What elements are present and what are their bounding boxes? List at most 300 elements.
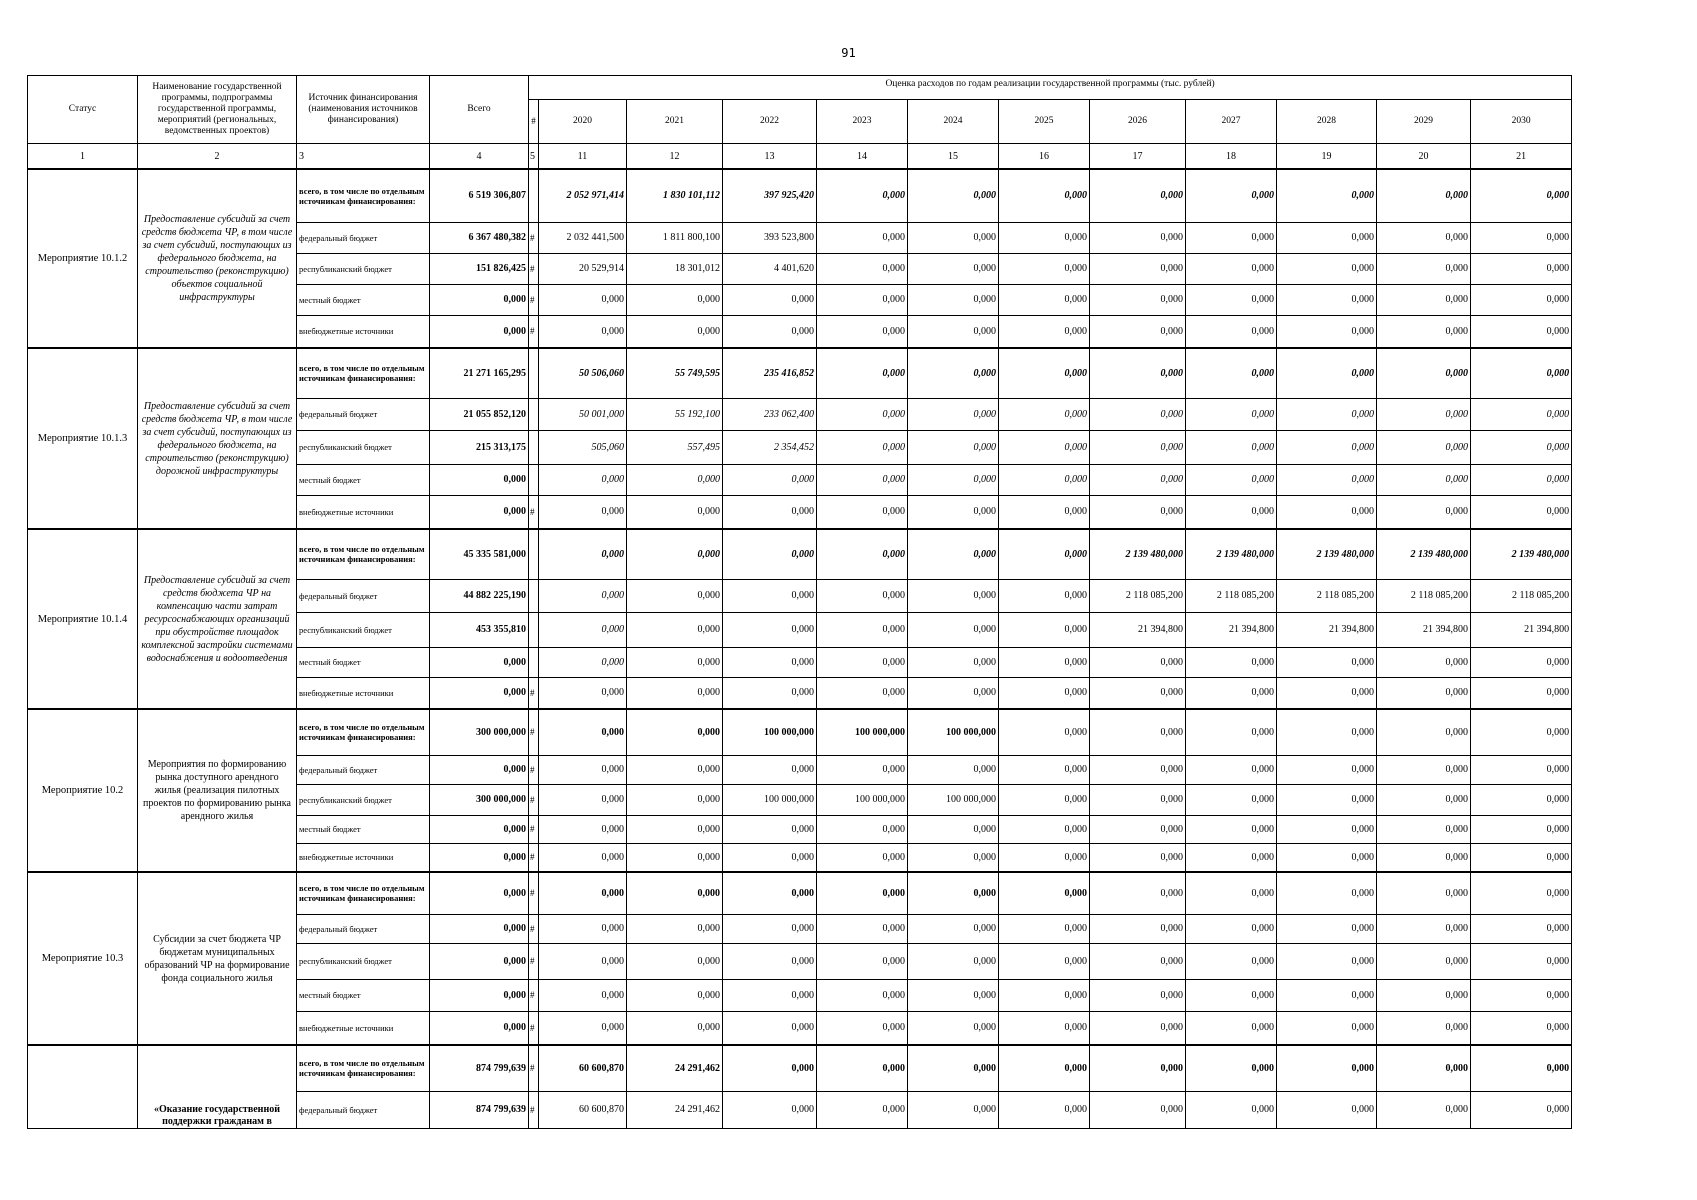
year-value: 0,000 <box>539 755 627 784</box>
year-value: 0,000 <box>1090 943 1186 979</box>
year-value: 0,000 <box>1471 222 1572 253</box>
year-value: 0,000 <box>1471 430 1572 464</box>
year-value: 0,000 <box>539 495 627 529</box>
hash-marker: # <box>529 872 539 914</box>
year-value: 0,000 <box>1277 1091 1377 1128</box>
year-value: 0,000 <box>539 843 627 872</box>
year-value: 100 000,000 <box>908 784 999 815</box>
column-number: 20 <box>1377 144 1471 170</box>
year-value: 2 118 085,200 <box>1090 579 1186 612</box>
column-number: 3 <box>297 144 430 170</box>
year-value: 0,000 <box>908 1011 999 1045</box>
year-value: 0,000 <box>999 348 1090 398</box>
year-value: 0,000 <box>908 398 999 430</box>
total-value: 21 055 852,120 <box>430 398 529 430</box>
source-label: федеральный бюджет <box>297 914 430 943</box>
year-value: 0,000 <box>1277 914 1377 943</box>
year-value: 24 291,462 <box>627 1091 723 1128</box>
year-value: 0,000 <box>1377 815 1471 843</box>
column-number: 18 <box>1186 144 1277 170</box>
year-value: 0,000 <box>539 709 627 755</box>
year-value: 0,000 <box>1186 169 1277 222</box>
year-value: 0,000 <box>1471 1091 1572 1128</box>
total-value: 300 000,000 <box>430 784 529 815</box>
year-value: 0,000 <box>627 612 723 647</box>
year-value: 0,000 <box>1090 1091 1186 1128</box>
header-year: 2029 <box>1377 100 1471 144</box>
year-value: 0,000 <box>908 284 999 315</box>
year-value: 0,000 <box>627 784 723 815</box>
hash-marker: # <box>529 784 539 815</box>
year-value: 0,000 <box>999 784 1090 815</box>
year-value: 393 523,800 <box>723 222 817 253</box>
year-value: 0,000 <box>999 755 1090 784</box>
year-value: 0,000 <box>999 464 1090 495</box>
year-value: 0,000 <box>627 315 723 348</box>
year-value: 0,000 <box>1471 169 1572 222</box>
year-value: 0,000 <box>1471 784 1572 815</box>
table-body <box>28 169 1572 1128</box>
year-value: 0,000 <box>999 914 1090 943</box>
total-value: 0,000 <box>430 315 529 348</box>
source-label: федеральный бюджет <box>297 222 430 253</box>
year-value: 0,000 <box>1090 677 1186 709</box>
year-value: 55 749,595 <box>627 348 723 398</box>
measure-name-cell: «Оказание государственной поддержки гражданам в <box>138 1045 297 1128</box>
year-value: 0,000 <box>908 677 999 709</box>
page-number: 91 <box>841 46 856 60</box>
year-value: 0,000 <box>1377 284 1471 315</box>
year-value: 0,000 <box>999 222 1090 253</box>
header-year: 2021 <box>627 100 723 144</box>
year-value: 0,000 <box>908 872 999 914</box>
year-value: 0,000 <box>723 464 817 495</box>
year-value: 0,000 <box>908 222 999 253</box>
year-value: 0,000 <box>999 1011 1090 1045</box>
source-label: внебюджетные источники <box>297 677 430 709</box>
year-value: 0,000 <box>723 315 817 348</box>
year-value: 0,000 <box>999 677 1090 709</box>
column-number: 14 <box>817 144 908 170</box>
year-value: 0,000 <box>1277 1011 1377 1045</box>
year-value: 0,000 <box>999 169 1090 222</box>
year-value: 0,000 <box>1090 815 1186 843</box>
column-number: 11 <box>539 144 627 170</box>
year-value: 21 394,800 <box>1377 612 1471 647</box>
source-label: внебюджетные источники <box>297 1011 430 1045</box>
hash-marker: # <box>529 495 539 529</box>
year-value: 0,000 <box>908 495 999 529</box>
hash-marker <box>529 612 539 647</box>
year-value: 0,000 <box>817 872 908 914</box>
header-year: 2025 <box>999 100 1090 144</box>
hash-marker <box>529 647 539 677</box>
year-value: 0,000 <box>1277 979 1377 1011</box>
column-number: 13 <box>723 144 817 170</box>
hash-marker: # <box>529 284 539 315</box>
total-value: 45 335 581,000 <box>430 529 529 579</box>
year-value: 0,000 <box>817 579 908 612</box>
header-year: 2028 <box>1277 100 1377 144</box>
year-value: 0,000 <box>1186 222 1277 253</box>
year-value: 0,000 <box>627 843 723 872</box>
year-value: 21 394,800 <box>1471 612 1572 647</box>
year-value: 0,000 <box>999 579 1090 612</box>
year-value: 0,000 <box>908 579 999 612</box>
year-value: 0,000 <box>539 815 627 843</box>
year-value: 0,000 <box>1186 943 1277 979</box>
year-value: 0,000 <box>723 943 817 979</box>
year-value: 0,000 <box>908 647 999 677</box>
year-value: 0,000 <box>1090 430 1186 464</box>
year-value: 0,000 <box>539 1011 627 1045</box>
year-value: 0,000 <box>723 1091 817 1128</box>
header-year: 2027 <box>1186 100 1277 144</box>
year-value: 0,000 <box>1377 348 1471 398</box>
source-total-label: всего, в том числе по отдельным источникам финансирования: <box>297 529 430 579</box>
year-value: 0,000 <box>999 843 1090 872</box>
year-value: 0,000 <box>1090 348 1186 398</box>
year-value: 20 529,914 <box>539 253 627 284</box>
year-value: 0,000 <box>1090 464 1186 495</box>
year-value: 0,000 <box>723 612 817 647</box>
source-total-label: всего, в том числе по отдельным источникам финансирования: <box>297 1045 430 1091</box>
year-value: 0,000 <box>539 647 627 677</box>
year-value: 0,000 <box>1277 495 1377 529</box>
year-value: 0,000 <box>999 815 1090 843</box>
hash-marker <box>529 579 539 612</box>
year-value: 2 118 085,200 <box>1377 579 1471 612</box>
year-value: 0,000 <box>999 943 1090 979</box>
total-value: 0,000 <box>430 943 529 979</box>
year-value: 0,000 <box>1186 677 1277 709</box>
year-value: 1 811 800,100 <box>627 222 723 253</box>
source-label: республиканский бюджет <box>297 943 430 979</box>
year-value: 21 394,800 <box>1090 612 1186 647</box>
year-value: 0,000 <box>817 1091 908 1128</box>
source-label: местный бюджет <box>297 979 430 1011</box>
year-value: 0,000 <box>627 979 723 1011</box>
year-value: 0,000 <box>817 647 908 677</box>
hash-marker: # <box>529 315 539 348</box>
year-value: 0,000 <box>723 529 817 579</box>
year-value: 100 000,000 <box>723 784 817 815</box>
hash-marker: # <box>529 914 539 943</box>
year-value: 0,000 <box>1186 495 1277 529</box>
year-value: 0,000 <box>908 943 999 979</box>
year-value: 557,495 <box>627 430 723 464</box>
year-value: 0,000 <box>817 914 908 943</box>
source-label: республиканский бюджет <box>297 430 430 464</box>
year-value: 0,000 <box>1090 398 1186 430</box>
year-value: 100 000,000 <box>908 709 999 755</box>
year-value: 0,000 <box>1277 843 1377 872</box>
measure-name-cell: Предоставление субсидий за счет средств бюджета ЧР, в том числе за счет субсидий, поступающих из федерального бюджета, на строительство (реконструкцию) объектов социальной инфраструктуры <box>138 169 297 348</box>
column-number: 1 <box>28 144 138 170</box>
header-hash: # <box>529 100 539 144</box>
year-value: 0,000 <box>539 612 627 647</box>
year-value: 0,000 <box>723 914 817 943</box>
year-value: 0,000 <box>1377 872 1471 914</box>
year-value: 0,000 <box>1277 1045 1377 1091</box>
year-value: 0,000 <box>999 709 1090 755</box>
year-value: 0,000 <box>908 1091 999 1128</box>
year-value: 0,000 <box>817 979 908 1011</box>
year-value: 0,000 <box>908 815 999 843</box>
column-number-row <box>28 144 1572 170</box>
year-value: 0,000 <box>1277 398 1377 430</box>
status-cell: Мероприятие 10.1.2 <box>28 169 138 348</box>
year-value: 0,000 <box>1090 169 1186 222</box>
year-value: 0,000 <box>817 398 908 430</box>
budget-table <box>27 75 1572 1129</box>
year-value: 0,000 <box>908 612 999 647</box>
year-value: 0,000 <box>817 495 908 529</box>
year-value: 0,000 <box>627 943 723 979</box>
year-value: 0,000 <box>1186 755 1277 784</box>
total-value: 6 367 480,382 <box>430 222 529 253</box>
year-value: 0,000 <box>723 284 817 315</box>
header-year: 2022 <box>723 100 817 144</box>
year-value: 0,000 <box>1090 284 1186 315</box>
total-value: 874 799,639 <box>430 1091 529 1128</box>
year-value: 0,000 <box>1277 169 1377 222</box>
year-value: 0,000 <box>1186 430 1277 464</box>
year-value: 0,000 <box>817 755 908 784</box>
year-value: 0,000 <box>817 169 908 222</box>
year-value: 0,000 <box>1090 1011 1186 1045</box>
source-label: федеральный бюджет <box>297 755 430 784</box>
measure-name-cell: Предоставление субсидий за счет средств бюджета ЧР, в том числе за счет субсидий, поступающих из федерального бюджета, на строительство (реконструкцию) дорожной инфраструктуры <box>138 348 297 529</box>
hash-marker: # <box>529 755 539 784</box>
year-value: 0,000 <box>627 872 723 914</box>
source-label: местный бюджет <box>297 284 430 315</box>
year-value: 0,000 <box>1377 647 1471 677</box>
table-row-group-start <box>28 872 1572 914</box>
total-value: 453 355,810 <box>430 612 529 647</box>
year-value: 0,000 <box>1377 1045 1471 1091</box>
year-value: 505,060 <box>539 430 627 464</box>
year-value: 100 000,000 <box>817 709 908 755</box>
year-value: 0,000 <box>1471 348 1572 398</box>
year-value: 0,000 <box>1377 943 1471 979</box>
source-label: внебюджетные источники <box>297 495 430 529</box>
source-label: внебюджетные источники <box>297 315 430 348</box>
year-value: 2 032 441,500 <box>539 222 627 253</box>
year-value: 0,000 <box>539 579 627 612</box>
year-value: 0,000 <box>1377 709 1471 755</box>
header-year: 2030 <box>1471 100 1572 144</box>
year-value: 0,000 <box>908 169 999 222</box>
hash-marker <box>529 464 539 495</box>
year-value: 0,000 <box>1377 677 1471 709</box>
year-value: 0,000 <box>1090 495 1186 529</box>
year-value: 0,000 <box>1471 398 1572 430</box>
year-value: 0,000 <box>999 612 1090 647</box>
year-value: 0,000 <box>1277 784 1377 815</box>
year-value: 60 600,870 <box>539 1045 627 1091</box>
table-row-group-start <box>28 169 1572 222</box>
year-value: 0,000 <box>817 612 908 647</box>
year-value: 0,000 <box>1377 979 1471 1011</box>
year-value: 0,000 <box>1471 464 1572 495</box>
year-value: 100 000,000 <box>817 784 908 815</box>
year-value: 0,000 <box>1277 709 1377 755</box>
year-value: 2 354,452 <box>723 430 817 464</box>
status-cell: Мероприятие 10.2 <box>28 709 138 872</box>
year-value: 0,000 <box>1186 1011 1277 1045</box>
year-value: 0,000 <box>908 464 999 495</box>
year-value: 0,000 <box>817 529 908 579</box>
year-value: 0,000 <box>817 348 908 398</box>
header-year: 2026 <box>1090 100 1186 144</box>
status-cell <box>28 1045 138 1128</box>
total-value: 0,000 <box>430 1011 529 1045</box>
header-source: Источник финансирования (наименования источников финансирования) <box>297 76 430 144</box>
year-value: 0,000 <box>1471 677 1572 709</box>
source-total-label: всего, в том числе по отдельным источникам финансирования: <box>297 872 430 914</box>
header-total: Всего <box>430 76 529 144</box>
year-value: 0,000 <box>908 914 999 943</box>
table-row-group-start <box>28 709 1572 755</box>
total-value: 215 313,175 <box>430 430 529 464</box>
year-value: 0,000 <box>723 872 817 914</box>
year-value: 0,000 <box>539 943 627 979</box>
total-value: 6 519 306,807 <box>430 169 529 222</box>
year-value: 2 052 971,414 <box>539 169 627 222</box>
year-value: 0,000 <box>908 529 999 579</box>
hash-marker: # <box>529 222 539 253</box>
total-value: 874 799,639 <box>430 1045 529 1091</box>
year-value: 0,000 <box>539 784 627 815</box>
year-value: 397 925,420 <box>723 169 817 222</box>
year-value: 0,000 <box>1090 1045 1186 1091</box>
table-row-group-start <box>28 529 1572 579</box>
year-value: 55 192,100 <box>627 398 723 430</box>
year-value: 0,000 <box>1277 222 1377 253</box>
year-value: 0,000 <box>627 755 723 784</box>
year-value: 0,000 <box>1471 843 1572 872</box>
year-value: 0,000 <box>723 579 817 612</box>
year-value: 0,000 <box>539 677 627 709</box>
source-label: федеральный бюджет <box>297 1091 430 1128</box>
year-value: 0,000 <box>1277 872 1377 914</box>
total-value: 151 826,425 <box>430 253 529 284</box>
year-value: 0,000 <box>1277 315 1377 348</box>
year-value: 0,000 <box>1186 784 1277 815</box>
year-value: 0,000 <box>1471 872 1572 914</box>
year-value: 0,000 <box>1377 222 1471 253</box>
year-value: 0,000 <box>1186 1045 1277 1091</box>
header-year: 2024 <box>908 100 999 144</box>
year-value: 0,000 <box>908 430 999 464</box>
year-value: 0,000 <box>1377 843 1471 872</box>
year-value: 0,000 <box>1277 464 1377 495</box>
hash-marker: # <box>529 943 539 979</box>
year-value: 235 416,852 <box>723 348 817 398</box>
source-label: местный бюджет <box>297 815 430 843</box>
table-row-group-start <box>28 1045 1572 1091</box>
column-number: 19 <box>1277 144 1377 170</box>
column-number: 16 <box>999 144 1090 170</box>
year-value: 0,000 <box>723 495 817 529</box>
year-value: 0,000 <box>1277 348 1377 398</box>
year-value: 0,000 <box>627 709 723 755</box>
header-name: Наименование государственной программы, подпрограммы государственной программы, мероприятий (региональных, ведомственных проектов) <box>138 76 297 144</box>
total-value: 21 271 165,295 <box>430 348 529 398</box>
year-value: 233 062,400 <box>723 398 817 430</box>
year-value: 0,000 <box>539 872 627 914</box>
year-value: 24 291,462 <box>627 1045 723 1091</box>
year-value: 0,000 <box>723 979 817 1011</box>
year-value: 0,000 <box>1090 755 1186 784</box>
year-value: 0,000 <box>999 284 1090 315</box>
source-label: внебюджетные источники <box>297 843 430 872</box>
year-value: 0,000 <box>1377 1091 1471 1128</box>
year-value: 0,000 <box>1186 647 1277 677</box>
year-value: 0,000 <box>1471 943 1572 979</box>
year-value: 0,000 <box>1377 495 1471 529</box>
year-value: 0,000 <box>627 284 723 315</box>
year-value: 50 001,000 <box>539 398 627 430</box>
year-value: 0,000 <box>1090 315 1186 348</box>
year-value: 0,000 <box>1186 709 1277 755</box>
year-value: 0,000 <box>627 815 723 843</box>
measure-name-cell: Предоставление субсидий за счет средств бюджета ЧР на компенсацию части затрат ресурсоснабжающих организаций при обустройстве площадок комплексной застройки системами водоснабжения и водоотведения <box>138 529 297 709</box>
header-status: Статус <box>28 76 138 144</box>
year-value: 0,000 <box>908 843 999 872</box>
year-value: 0,000 <box>817 284 908 315</box>
year-value: 0,000 <box>1277 815 1377 843</box>
status-cell: Мероприятие 10.1.4 <box>28 529 138 709</box>
year-value: 0,000 <box>1090 253 1186 284</box>
year-value: 0,000 <box>999 1091 1090 1128</box>
year-value: 0,000 <box>723 1045 817 1091</box>
year-value: 0,000 <box>1186 464 1277 495</box>
source-label: федеральный бюджет <box>297 579 430 612</box>
year-value: 0,000 <box>1186 843 1277 872</box>
year-value: 0,000 <box>908 979 999 1011</box>
hash-marker: # <box>529 815 539 843</box>
year-value: 0,000 <box>1186 398 1277 430</box>
year-value: 0,000 <box>999 315 1090 348</box>
year-value: 0,000 <box>539 914 627 943</box>
year-value: 0,000 <box>908 348 999 398</box>
column-number: 2 <box>138 144 297 170</box>
year-value: 0,000 <box>1090 843 1186 872</box>
year-value: 0,000 <box>817 1045 908 1091</box>
source-total-label: всего, в том числе по отдельным источникам финансирования: <box>297 709 430 755</box>
total-value: 0,000 <box>430 872 529 914</box>
year-value: 1 830 101,112 <box>627 169 723 222</box>
total-value: 0,000 <box>430 815 529 843</box>
header-year: 2023 <box>817 100 908 144</box>
column-number: 17 <box>1090 144 1186 170</box>
year-value: 21 394,800 <box>1277 612 1377 647</box>
total-value: 0,000 <box>430 755 529 784</box>
year-value: 0,000 <box>817 464 908 495</box>
year-value: 0,000 <box>1186 872 1277 914</box>
year-value: 50 506,060 <box>539 348 627 398</box>
year-value: 0,000 <box>1471 647 1572 677</box>
year-value: 2 118 085,200 <box>1277 579 1377 612</box>
year-value: 2 139 480,000 <box>1377 529 1471 579</box>
year-value: 0,000 <box>1471 315 1572 348</box>
total-value: 0,000 <box>430 843 529 872</box>
year-value: 0,000 <box>627 464 723 495</box>
hash-marker: # <box>529 253 539 284</box>
year-value: 0,000 <box>1090 784 1186 815</box>
